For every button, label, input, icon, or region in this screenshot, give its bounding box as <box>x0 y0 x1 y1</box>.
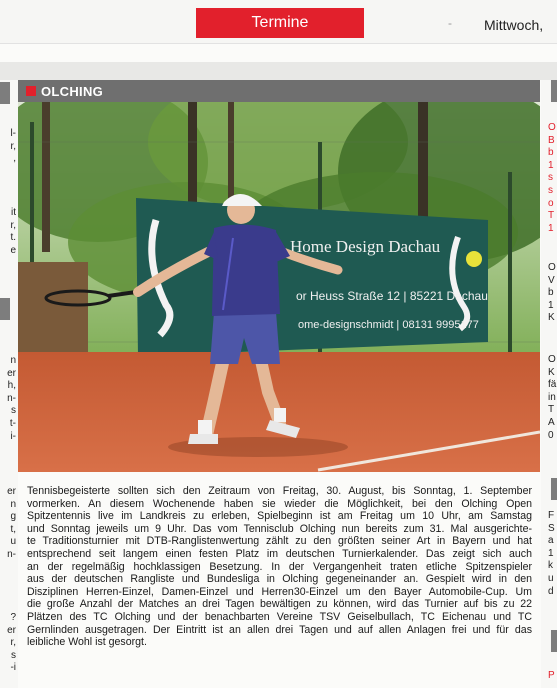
right-column-header-bar <box>551 630 557 652</box>
article-photo <box>18 102 540 472</box>
right-column-text-fragment: F S a 1 k u d <box>548 510 555 597</box>
left-column-header-bar <box>0 298 10 320</box>
article-body-line: und Sonntag jeweils um 9 Uhr. Das vom Tennisclub Olching nun bereits zum 31. Mal ausgerichte- <box>27 522 532 535</box>
tennis-player-photo <box>18 102 540 472</box>
article-location-title: OLCHING <box>41 83 104 99</box>
article-header <box>18 80 540 102</box>
article-body-line: Gernlinden ausgetragen. Der Eintritt ist an allen drei Tagen und auf allen Anlagen frei und für das <box>27 623 532 636</box>
right-column-text-fragment: O B b 1 s s o T 1 <box>548 122 556 234</box>
article-body-line: Plätzen des TC Olching und der benachbarten Vereine TSV Geiselbullach, TC Eichenau und TC <box>27 610 532 623</box>
section-divider-band <box>0 62 557 80</box>
left-column-text-fragment: er n g t, u n- <box>7 486 16 560</box>
page-top-band <box>0 0 557 44</box>
article-body-line: die große Anzahl der Matches an drei Tagen bewältigen zu können, wird das Turnier auf bis zu 22 <box>27 598 532 611</box>
article-body-line: te Traditionsturnier mit DTB-Ranglistenwertung zählt zu den größten seiner Art in Bayern und hat <box>27 535 532 548</box>
left-column-header-bar <box>0 82 10 104</box>
left-column-text-fragment: l- r, , <box>10 128 16 165</box>
left-column-text-fragment: n er h, n- s t- i- <box>7 355 16 442</box>
header-dash: - <box>448 16 452 30</box>
date-fragment: Mittwoch, <box>484 17 544 33</box>
banner-line-1: Home Design Dachau <box>290 237 441 256</box>
article-body-line: aus der deutschen Rangliste und Bundesliga in Olching gegeneinander an. Gespielt wird in den <box>27 573 532 586</box>
article-body-line: entsprechend seit langem einen festen Platz im deutschen Turnierkalender. Das zeigt sich auch <box>27 547 532 560</box>
banner-line-2: or Heuss Straße 12 | 85221 Dachau <box>296 289 488 303</box>
right-column-text-fragment: O V b 1 K <box>548 262 556 324</box>
section-tab-termine: Termine <box>196 8 364 38</box>
article-body-line: an der regelmäßig hochklassigen Besetzung. In der Vergangenheit traten etliche Spitzenspieler <box>27 560 532 573</box>
article-body-line: leibliche Wohl ist gesorgt. <box>27 636 147 649</box>
tennis-ball <box>466 251 482 267</box>
red-square-icon <box>26 86 36 96</box>
right-column-header-bar <box>551 80 557 102</box>
article-body <box>27 485 532 649</box>
left-column-text-fragment: ? er r, s -i <box>7 612 16 674</box>
right-column-header-bar <box>551 478 557 500</box>
article-body-line: Tennisbegeisterte sollten sich den Zeitraum von Freitag, 30. August, bis Sonntag, 1. September <box>27 485 532 497</box>
banner-line-3: ome-designschmidt | 08131 9995177 <box>298 319 479 331</box>
right-column-text-fragment: O K fä in T A 0 <box>548 354 557 441</box>
article-body-line: Spitzentennis live im Landkreis zu erleben, Spielbeginn ist am Freitag um 10 Uhr, am Samstag <box>27 510 532 523</box>
article-body-line: Disziplinen Herren-Einzel, Damen-Einzel und Herren30-Einzel um den Bayer Automobile-Cup. Um <box>27 585 532 598</box>
article-body-line: vormerken. An diesem Wochenende haben sie wieder die Möglichkeit, bei den Olching Open <box>27 497 532 510</box>
left-column-text-fragment: it r, t. e <box>10 207 16 256</box>
right-column-text-fragment: P <box>548 670 555 681</box>
